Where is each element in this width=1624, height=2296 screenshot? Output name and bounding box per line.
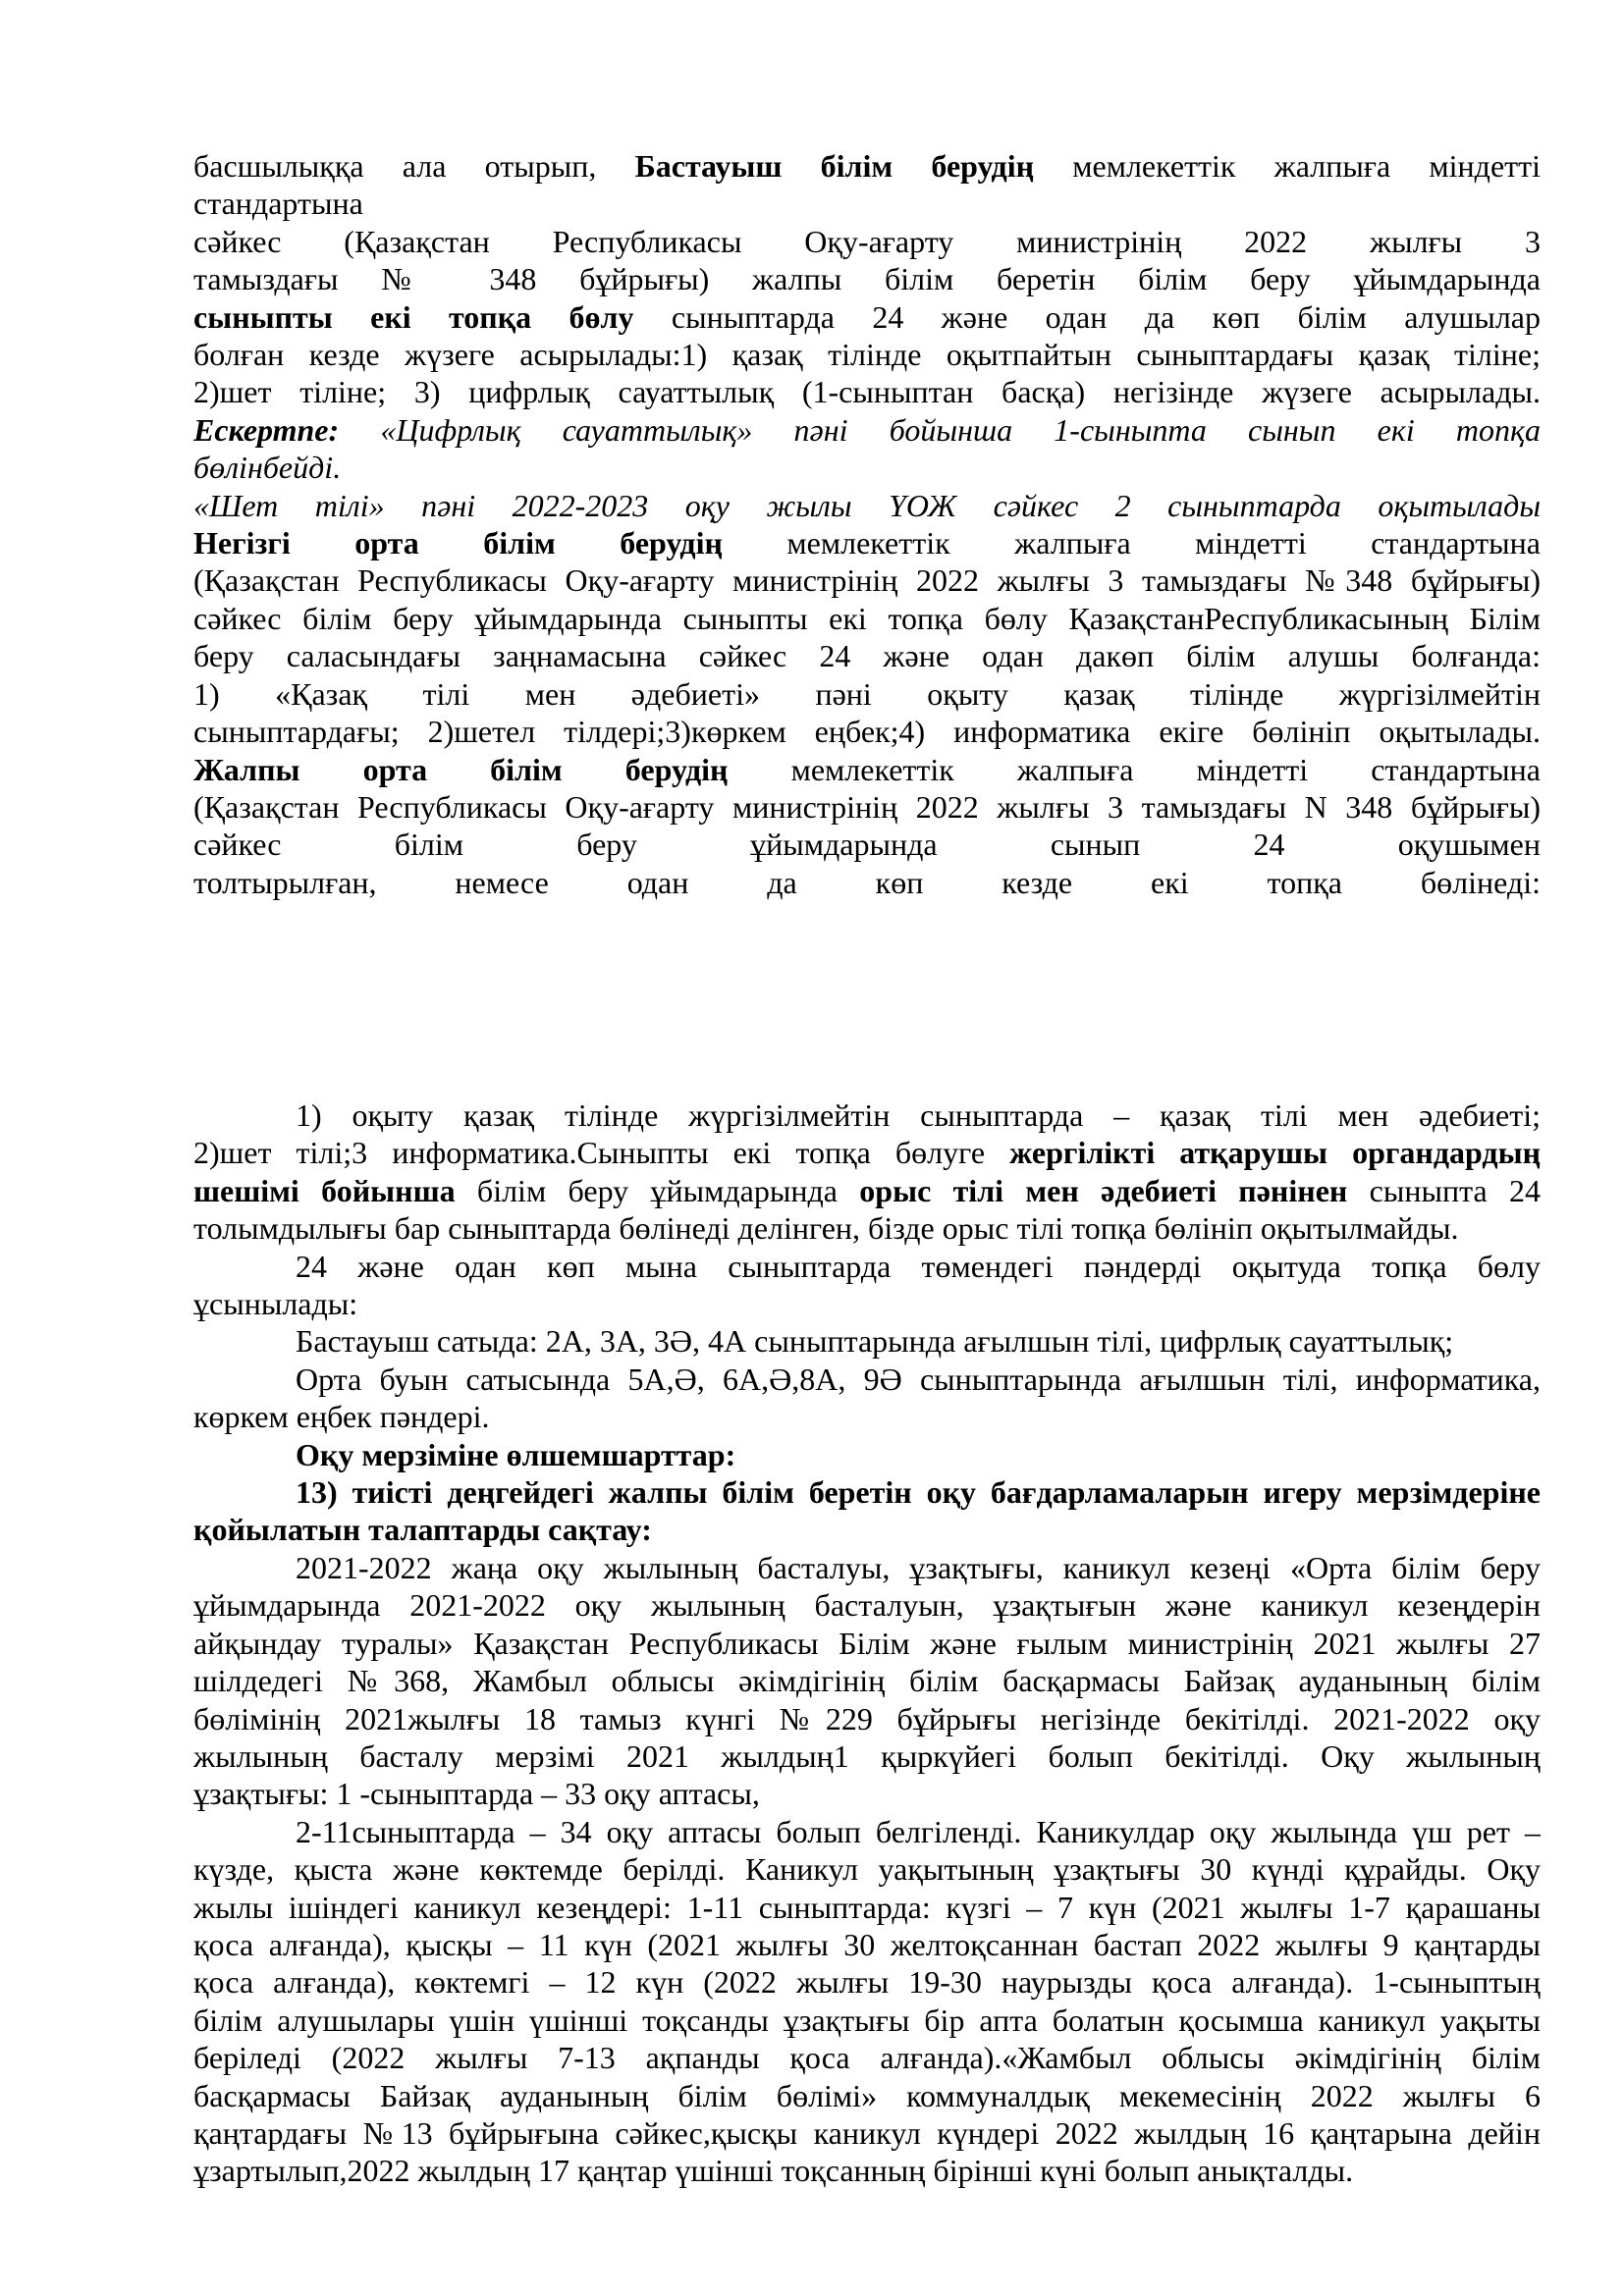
text-line (193, 487, 1541, 524)
text-line (193, 298, 1541, 336)
text-line (193, 1096, 1541, 1134)
text-line (193, 260, 1541, 297)
text-run: Ескертпе: (193, 411, 340, 448)
text-run: қаңтардағы №13 бұйрығына сәйкес,қысқы каникул күндері 2022 жылдың 16 қаңтарына дейін (193, 2114, 1541, 2151)
text-line (193, 1737, 1541, 1775)
text-run: білім беру ұйымдарында (455, 1172, 860, 1208)
text-line (193, 1511, 1541, 1548)
text-run: басшылыққа ала отырып, (193, 148, 635, 184)
text-run: мемлекеттік жалпыға міндетті стандартына (728, 751, 1541, 787)
text-run: беру саласындағы заңнамасына сәйкес 24 және одан дакөп білім алушы болғанда: (193, 638, 1541, 674)
text-run: ұзақтығы: 1 -сыныптарда – 33 оқу аптасы, (193, 1776, 760, 1812)
text-line (193, 1361, 1541, 1398)
text-run: Негізгі орта білім берудің (193, 525, 723, 561)
text-run: Орта буын сатысында 5А,Ә, 6А,Ә,8А, 9Ә сыныптарында ағылшын тілі, информатика, (296, 1361, 1541, 1397)
text-run: стандартына (193, 186, 363, 222)
text-run: ұзартылып,2022 жылдың 17 қаңтар үшінші тоқсанның бірінші күні болып анықталды. (193, 2153, 1354, 2189)
text-line (193, 1134, 1541, 1171)
text-run: тамыздағы № 348 бұйрығы) жалпы білім беретін білім беру ұйымдарында (193, 261, 1541, 297)
text-run: 2021-2022 жаңа оқу жылының басталуы, ұзақтығы, каникул кезеңі «Орта білім беру (296, 1549, 1541, 1585)
text-run: бөлінбейді. (193, 450, 342, 486)
text-run: қойылатын талаптарды сақтау: (193, 1512, 652, 1548)
text-line (193, 826, 1541, 863)
text-run: «Шет тілі» пәні 2022-2023 оқу жылы ҮОЖ сәйкес 2 сыныптарда оқытылады (193, 487, 1541, 523)
text-run: беріледі (2022 жылғы 7-13 ақпанды қоса алғанда).«Жамбыл облысы әкімдігінің білім (193, 2040, 1541, 2076)
text-run: 2-11сыныптарда – 34 оқу аптасы болып белгіленді. Каникулдар оқу жылында үш рет – (296, 1813, 1541, 1849)
text-line (193, 147, 1541, 185)
text-run: сәйкес (Қазақстан Республикасы Оқу-ағарту министрінің 2022 жылғы 3 (193, 223, 1541, 259)
text-run: толымдылығы бар сыныптарда бөлінеді делінген, бізде орыс тілі топқа бөлініп оқытылмайды. (193, 1210, 1459, 1247)
text-line (193, 751, 1541, 788)
text-run: сыныпта 24 (1347, 1172, 1541, 1208)
text-run: жергілікті атқарушы органдардың (1009, 1135, 1541, 1171)
text-line (193, 1586, 1541, 1624)
text-run: мемлекеттік жалпыға міндетті (1034, 148, 1541, 184)
text-line (193, 1398, 1541, 1435)
text-run: жылының басталу мерзімі 2021 жылдың1 қыркүйегі болып бекітілді. Оқу жылының (193, 1737, 1541, 1774)
text-line (193, 2152, 1541, 2189)
text-run: (Қазақстан Республикасы Оқу-ағарту министрінің 2022 жылғы 3 тамыздағы N 348 бұйрығы) (193, 788, 1541, 825)
text-line (193, 2002, 1541, 2039)
text-line (193, 524, 1541, 561)
text-line (193, 2077, 1541, 2114)
text-line (193, 1248, 1541, 1285)
text-run: шілдедегі №368, Жамбыл облысы әкімдігінің білім басқармасы Байзақ ауданының білім (193, 1663, 1541, 1699)
text-run: (Қазақстан Республикасы Оқу-ағарту министрінің 2022 жылғы 3 тамыздағы №348 бұйрығы) (193, 562, 1541, 599)
text-line (193, 561, 1541, 599)
text-run: Бастауыш білім берудің (634, 148, 1035, 184)
text-line (193, 185, 1541, 222)
text-run: сәйкес білім беру ұйымдарында сынып 24 оқушымен (193, 827, 1541, 863)
text-run: шешімі бойынша (193, 1172, 456, 1208)
text-line (193, 1473, 1541, 1511)
text-line (193, 223, 1541, 260)
text-line (193, 1775, 1541, 1812)
text-line (193, 2114, 1541, 2152)
text-line (193, 1889, 1541, 1926)
text-line (193, 675, 1541, 713)
text-run: ұйымдарында 2021-2022 оқу жылының басталуын, ұзақтығын және каникул кезеңдерін (193, 1587, 1541, 1624)
text-run: 2)шет тілі;3 информатика.Сыныпты екі топқа бөлуге (193, 1135, 1010, 1171)
text-run: Бастауыш сатыда: 2А, 3А, 3Ә, 4А сыныптарында ағылшын тілі, цифрлық сауаттылық; (296, 1323, 1454, 1360)
text-line (193, 2039, 1541, 2076)
text-run: білім алушылары үшін үшінші тоқсанды ұзақтығы бір апта болатын қосымша каникул уақыты (193, 2002, 1541, 2038)
text-line (193, 1436, 1541, 1473)
text-line (193, 1963, 1541, 2001)
text-run: Жалпы орта білім берудің (193, 751, 729, 787)
text-line (193, 1700, 1541, 1737)
text-run: мемлекеттік жалпыға міндетті стандартына (722, 525, 1541, 561)
text-line (193, 1926, 1541, 1963)
text-line (193, 637, 1541, 674)
text-run: сыныпты екі топқа бөлу (193, 298, 634, 335)
text-run: айқындау туралы» Қазақстан Республикасы Білім және ғылым министрінің 2021 жылғы 27 (193, 1625, 1541, 1661)
text-line (193, 788, 1541, 826)
text-run: бөлімінің 2021жылғы 18 тамыз күнгі №229 бұйрығы негізінде бекітілді. 2021-2022 оқу (193, 1700, 1541, 1736)
text-run: сәйкес білім беру ұйымдарында сыныпты екі топқа бөлу ҚазақстанРеспубликасының Білім (193, 600, 1541, 636)
text-line (193, 1850, 1541, 1888)
text-line (193, 1549, 1541, 1586)
text-block-lower (193, 1096, 1541, 2190)
text-run: болған кезде жүзеге асырылады:1) қазақ тілінде оқытпайтын сыныптардағы қазақ тіліне; (193, 337, 1541, 373)
text-line (193, 1813, 1541, 1850)
text-run: қоса алғанда), көктемгі – 12 күн (2022 жылғы 19-30 наурызды қоса алғанда). 1-сыныптың (193, 1964, 1541, 2001)
text-block-upper (193, 147, 1541, 901)
text-line (193, 411, 1541, 449)
text-run: көркем еңбек пәндері. (193, 1399, 490, 1435)
text-line (193, 1662, 1541, 1699)
text-run: орыс тілі мен әдебиеті пәнінен (859, 1172, 1348, 1208)
text-line (193, 336, 1541, 373)
text-line (193, 1322, 1541, 1360)
text-run: ұсынылады: (193, 1286, 358, 1322)
text-line (193, 1209, 1541, 1247)
text-line (193, 1625, 1541, 1662)
text-line (193, 1172, 1541, 1209)
text-run: 1) оқыту қазақ тілінде жүргізілмейтін сыныптарда – қазақ тілі мен әдебиеті; (296, 1097, 1541, 1133)
text-run: «Цифрлық сауаттылық» пәні бойынша 1-сыныпта сынып екі топқа (339, 411, 1541, 448)
text-run: 2)шет тіліне; 3) цифрлық сауаттылық (1-сыныптан басқа) негізінде жүзеге асырылады. (193, 374, 1541, 410)
text-run: 24 және одан көп мына сыныптарда төмендегі пәндерді оқытуда топқа бөлу (296, 1248, 1541, 1284)
text-run: жылы ішіндегі каникул кезеңдері: 1-11 сыныптарда: күзгі – 7 күн (2021 жылғы 1-7 қарашаны (193, 1889, 1541, 1925)
text-run: сыныптарда 24 және одан да көп білім алушылар (633, 298, 1541, 335)
text-line (193, 373, 1541, 410)
text-line (193, 864, 1541, 901)
text-run: сыныптардағы; 2)шетел тілдері;3)көркем еңбек;4) информатика екігe бөлініп оқытылады. (193, 714, 1541, 750)
text-run: 1) «Қазақ тілі мен әдебиеті» пәні оқыту қазақ тілінде жүргізілмейтін (193, 675, 1541, 712)
text-line (193, 1285, 1541, 1322)
text-run: күзде, қыста және көктемде берілді. Каникул уақытының ұзақтығы 30 күнді құрайды. Оқу (193, 1851, 1541, 1888)
text-run: қоса алғанда), қысқы – 11 күн (2021 жылғы 30 желтоқсаннан бастап 2022 жылғы 9 қаңтарды (193, 1926, 1541, 1962)
text-run: толтырылған, немесе одан да көп кезде екі топқа бөлінеді: (193, 864, 1541, 900)
text-line (193, 713, 1541, 750)
text-run: 13) тиісті деңгейдегі жалпы білім беретін оқу бағдарламаларын игеру мерзімдеріне (296, 1474, 1541, 1511)
text-run: Оқу мерзіміне өлшемшарттар: (296, 1436, 736, 1472)
text-line (193, 600, 1541, 637)
text-run: басқармасы Байзақ ауданының білім бөлімі» коммуналдық мекемесінің 2022 жылғы 6 (193, 2077, 1541, 2113)
text-line (193, 449, 1541, 486)
